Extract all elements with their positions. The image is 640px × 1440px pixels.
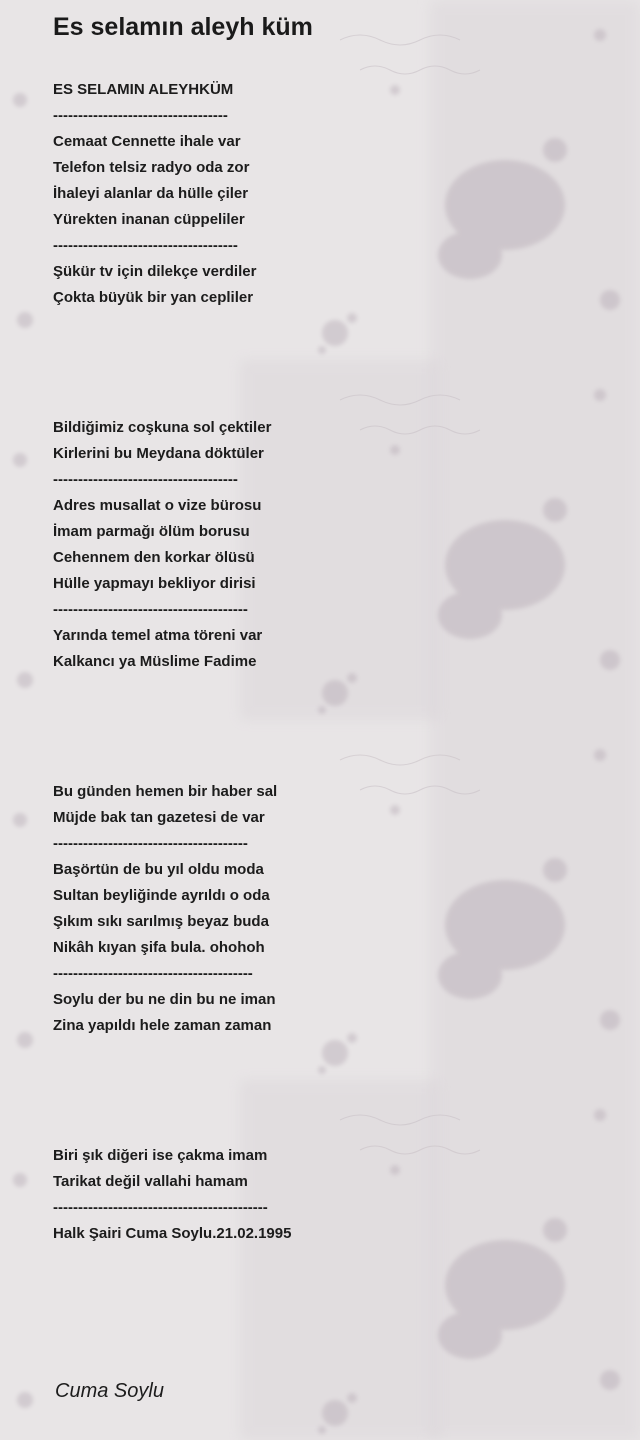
poem-blank-line: [53, 363, 613, 389]
poem-blank-line: [53, 701, 613, 727]
poem-line: -------------------------------------: [53, 237, 238, 254]
poem-line: Cemaat Cennette ihale var: [53, 133, 241, 150]
poem-line: Kirlerini bu Meydana döktüler: [53, 445, 264, 462]
poem-line: Hülle yapmayı bekliyor dirisi: [53, 575, 256, 592]
poem-blank-line: [53, 1117, 613, 1143]
poem-line: Tarikat değil vallahi hamam: [53, 1173, 248, 1190]
poem-blank-line: [53, 1091, 613, 1117]
poem-line: Şıkım sıkı sarılmış beyaz buda: [53, 913, 269, 930]
poem-blank-line: [53, 753, 613, 779]
poem-line: Bu günden hemen bir haber sal: [53, 783, 278, 800]
poem-line: -----------------------------------: [53, 107, 228, 124]
poem-blank-line: [53, 389, 613, 415]
poem-line: Halk Şairi Cuma Soylu.21.02.1995: [53, 1225, 292, 1242]
poem-line: ES SELAMIN ALEYHKÜM: [53, 81, 234, 98]
poem-line: İmam parmağı ölüm borusu: [53, 523, 250, 540]
poem-line: Adres musallat o vize bürosu: [53, 497, 262, 514]
poem-line: ----------------------------------------: [53, 965, 253, 982]
poem-line: Soylu der bu ne din bu ne iman: [53, 991, 276, 1008]
poem-blank-line: [53, 1065, 613, 1091]
poem-line: Yarında temel atma töreni var: [53, 627, 263, 644]
poem-line: Başörtün de bu yıl oldu moda: [53, 861, 264, 878]
poem-line: Cehennem den korkar ölüsü: [53, 549, 255, 566]
poem-line: -------------------------------------: [53, 471, 238, 488]
poem-blank-line: [53, 1039, 613, 1065]
poem-line: Sultan beyliğinde ayrıldı o oda: [53, 887, 270, 904]
poem-line: Nikâh kıyan şifa bula. ohohoh: [53, 939, 265, 956]
poem-line: Çokta büyük bir yan cepliler: [53, 289, 254, 306]
poem-blank-line: [53, 675, 613, 701]
poem-line: Bildiğimiz coşkuna sol çektiler: [53, 419, 272, 436]
poem-blank-line: [53, 727, 613, 753]
poem-line: Müjde bak tan gazetesi de var: [53, 809, 265, 826]
poem-line: ---------------------------------------: [53, 601, 248, 618]
poem-line: Biri şık diğeri ise çakma imam: [53, 1147, 268, 1164]
poem-blank-line: [53, 311, 613, 337]
poem-line: Kalkancı ya Müslime Fadime: [53, 653, 257, 670]
poem-line: ---------------------------------------: [53, 835, 248, 852]
poem-line: -------------------------------------------: [53, 1199, 268, 1216]
poem-line: İhaleyi alanlar da hülle çiler: [53, 185, 249, 202]
poem-blank-line: [53, 337, 613, 363]
poem-line: Telefon telsiz radyo oda zor: [53, 159, 250, 176]
poem-title: Es selamın aleyh küm: [53, 13, 313, 41]
poem-body: [53, 77, 613, 1247]
poem-line: Yürekten inanan cüppeliler: [53, 211, 245, 228]
poem-line: Zina yapıldı hele zaman zaman: [53, 1017, 272, 1034]
poem-line: Şükür tv için dilekçe verdiler: [53, 263, 257, 280]
author-signature: Cuma Soylu: [55, 1380, 164, 1402]
